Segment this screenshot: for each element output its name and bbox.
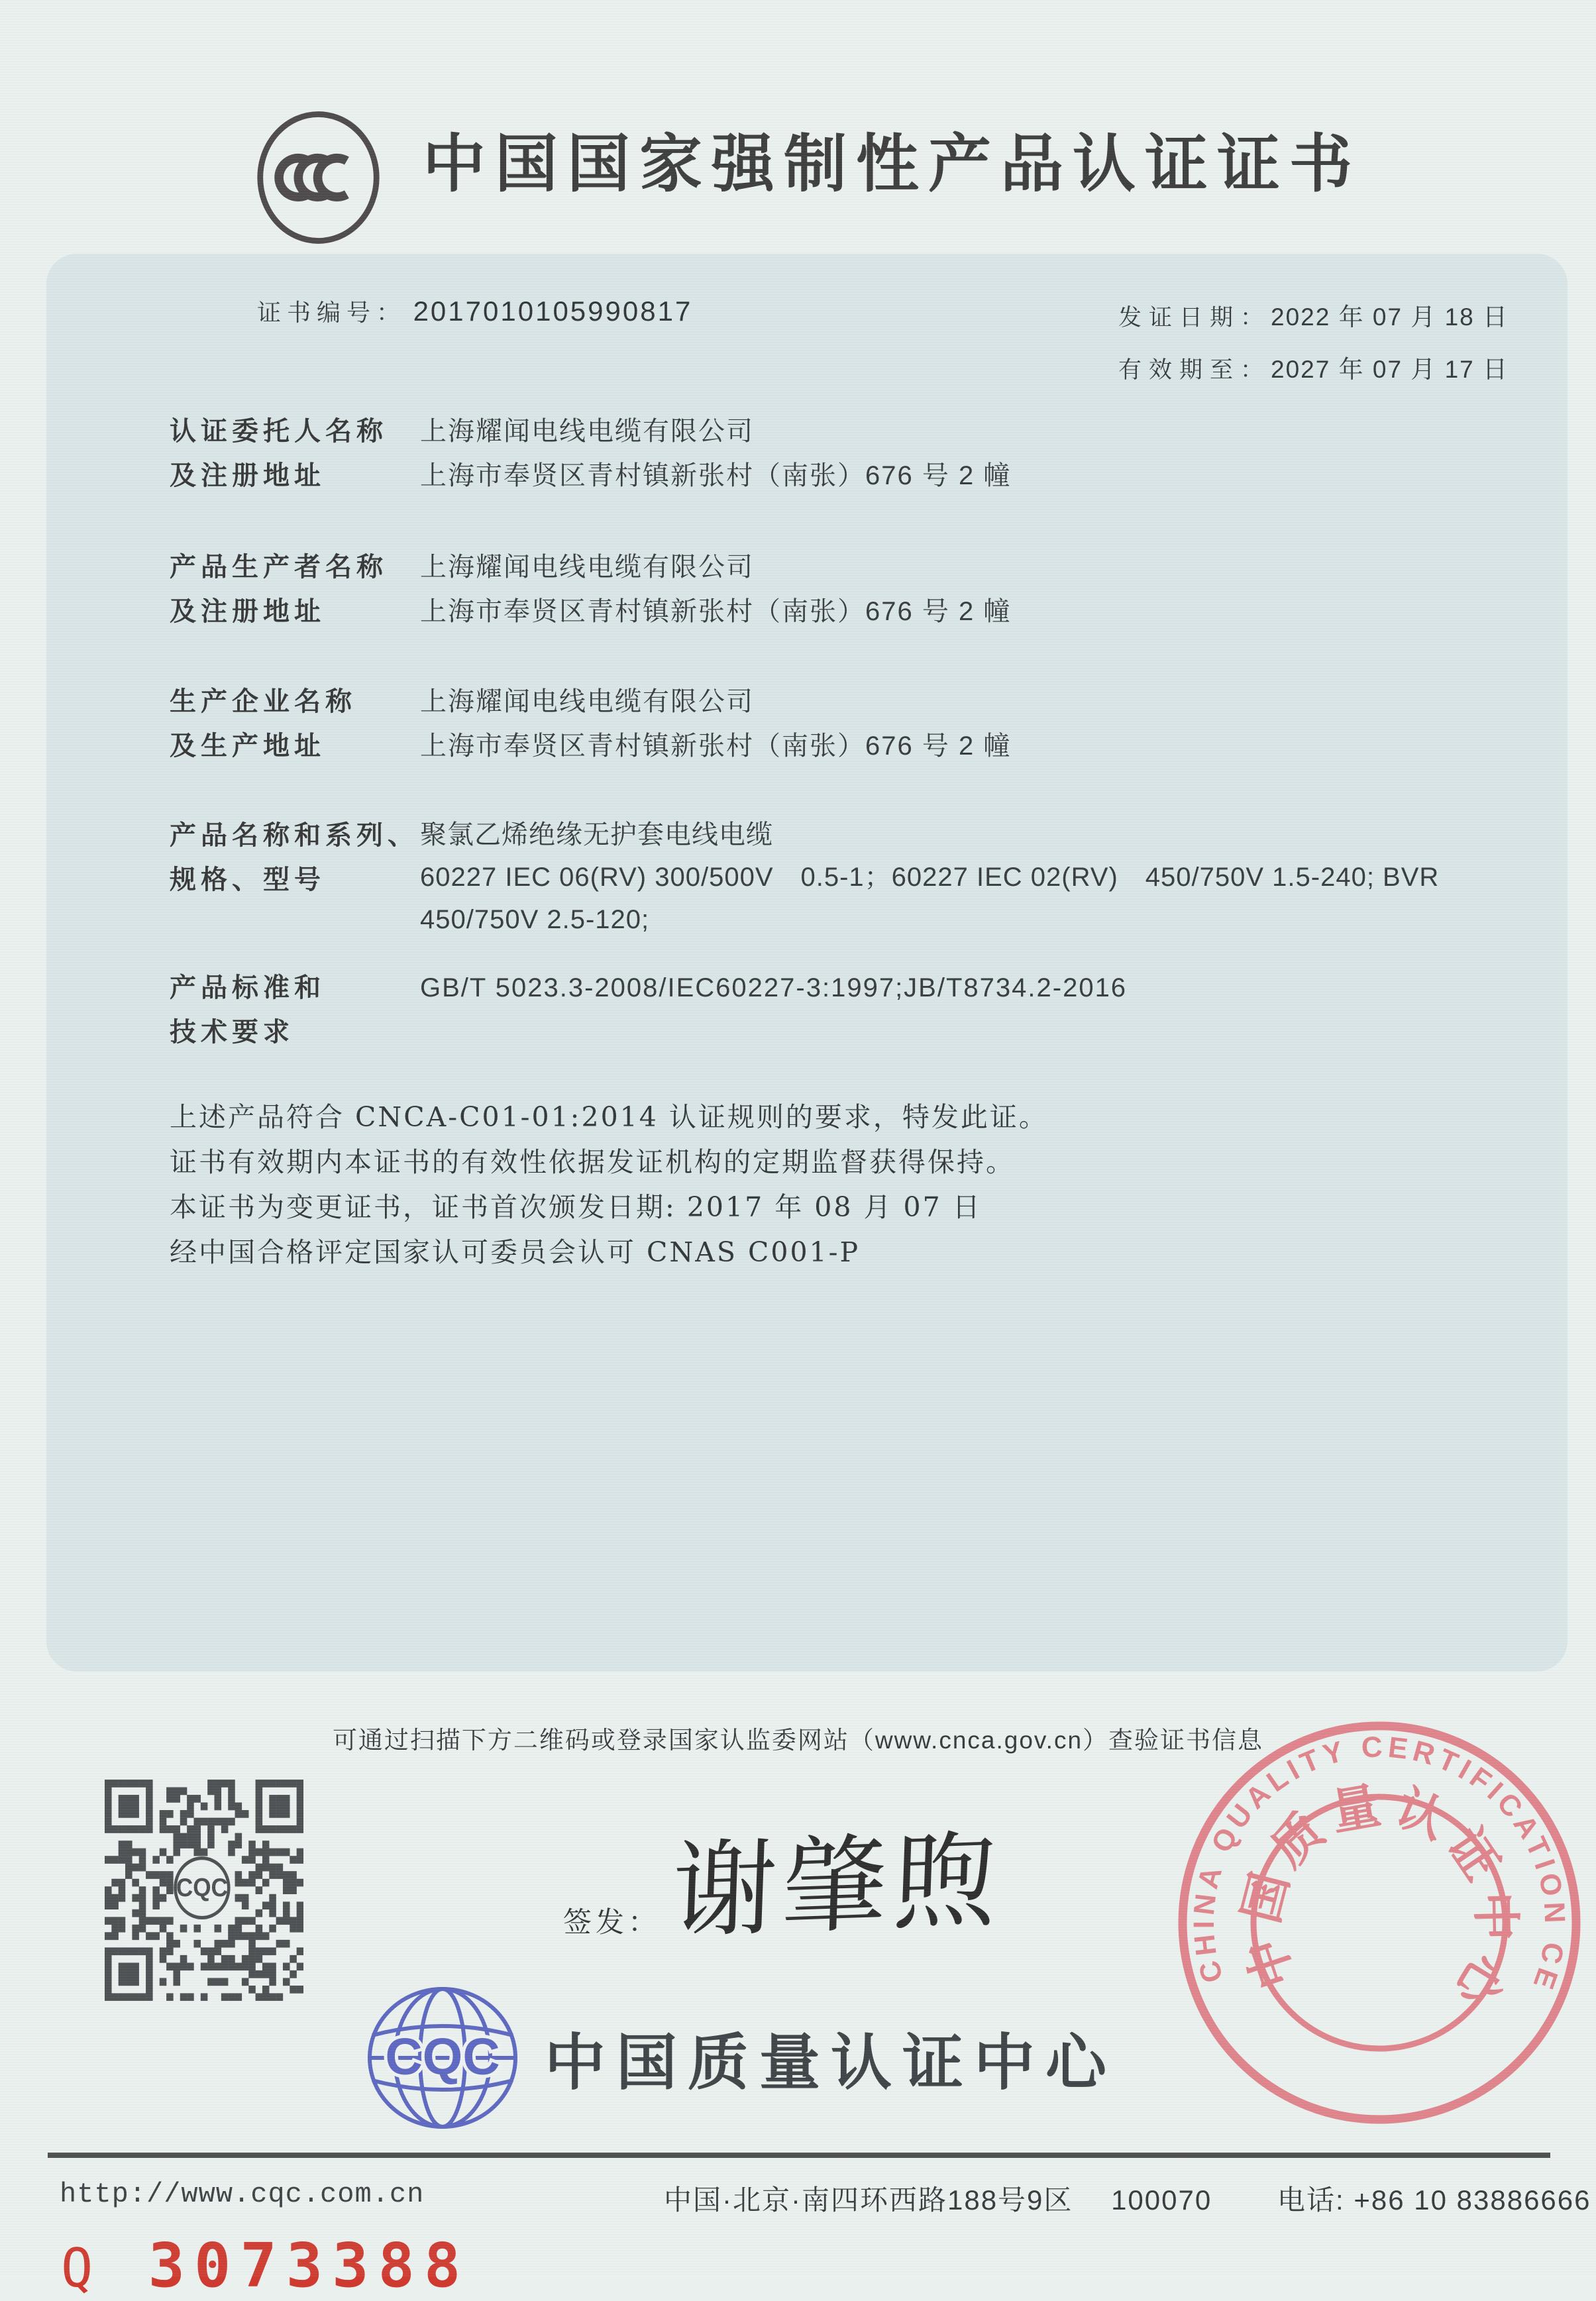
footer-address: 中国·北京·南四环西路188号9区 100070 <box>664 2184 1212 2216</box>
field-value: 上海耀闻电线电缆有限公司 <box>420 553 754 582</box>
footer-phone: 电话: +86 10 83886666 <box>1277 2184 1591 2216</box>
field-value: 上海市奉贤区青村镇新张村（南张）676 号 2 幢 <box>420 597 1012 626</box>
statement-paragraphs <box>170 1095 1362 1275</box>
field-value: 上海耀闻电线电缆有限公司 <box>420 417 754 446</box>
field-label: 技术要求 <box>170 1018 294 1047</box>
field-applicant <box>170 409 1556 498</box>
field-label: 认证委托人名称 <box>170 417 388 446</box>
field-value: 上海市奉贤区青村镇新张村（南张）676 号 2 幢 <box>420 461 1012 490</box>
cqc-logo-icon <box>363 1983 522 2136</box>
field-label: 产品名称和系列、 <box>170 821 419 850</box>
ccc-logo-icon <box>254 108 383 250</box>
serial-number <box>61 2230 470 2301</box>
field-label: 规格、型号 <box>170 865 325 894</box>
statement-line: 本证书为变更证书，证书首次颁发日期: 2017 年 08 月 07 日 <box>170 1191 982 1223</box>
sign-label: 签发： <box>563 1906 661 1939</box>
valid-until-label: 有效期至： <box>1118 357 1271 384</box>
field-value: 60227 IEC 06(RV) 300/500V 0.5-1；60227 IEC 02(RV) 450/750V 1.5-240; BVR 450/750V 2.5-120; <box>420 863 1467 934</box>
dates-block <box>1118 292 1509 396</box>
statement-line: 上述产品符合 CNCA-C01-01:2014 认证规则的要求，特发此证。 <box>170 1101 1048 1133</box>
field-label: 产品生产者名称 <box>170 553 388 582</box>
issue-date-label: 发证日期： <box>1118 305 1271 331</box>
field-product-name-models <box>170 814 1556 941</box>
valid-until-value: 2027 年 07 月 17 日 <box>1271 356 1509 383</box>
svg-text:CQC: CQC <box>176 1872 228 1902</box>
certificate-number-row <box>257 294 692 328</box>
field-label: 及生产地址 <box>170 731 325 761</box>
cqc-logo-text: CQC <box>385 2027 500 2086</box>
field-standards <box>170 966 1556 1055</box>
verification-note: 可通过扫描下方二维码或登录国家认监委网站（www.cnca.gov.cn）查验证书信息 <box>332 1727 1264 1754</box>
footer-website: http://www.cqc.com.cn <box>60 2178 425 2210</box>
field-label: 及注册地址 <box>170 461 325 490</box>
field-value: 上海耀闻电线电缆有限公司 <box>420 687 754 716</box>
valid-until-row <box>1118 344 1509 396</box>
issue-date-value: 2022 年 07 月 18 日 <box>1271 303 1509 331</box>
field-value: 聚氯乙烯绝缘无护套电线电缆 <box>420 820 773 849</box>
certificate-number-label: 证书编号： <box>257 299 407 327</box>
certificate-number-value: 2017010105990817 <box>413 295 693 327</box>
certificate-title: 中国国家强制性产品认证证书 <box>423 129 1362 199</box>
issuer-signature: 谢肇煦 <box>670 1819 1004 1953</box>
qr-code <box>105 1780 303 2004</box>
field-value: GB/T 5023.3-2008/IEC60227-3:1997;JB/T8734.2-2016 <box>420 973 1128 1002</box>
issue-date-row <box>1118 292 1509 344</box>
serial-digits: 3073388 <box>148 2230 470 2301</box>
field-label: 产品标准和 <box>170 973 325 1002</box>
statement-line: 经中国合格评定国家认可委员会认可 CNAS C001-P <box>170 1236 861 1268</box>
field-label: 及注册地址 <box>170 597 325 626</box>
footer-rule <box>48 2153 1550 2158</box>
serial-prefix: Q <box>61 2237 103 2299</box>
stamp-ring-text: CHINA QUALITY CERTIFICATION CENTRE <box>1187 1731 1571 1998</box>
svg-text:中国质量认证中心 <box>1233 1776 1524 2023</box>
issuer-stamp <box>1167 1711 1591 2138</box>
field-producer <box>170 545 1556 634</box>
stamp-inner-text: 中国质量认证中心 <box>1233 1776 1524 2023</box>
field-value: 上海市奉贤区青村镇新张村（南张）676 号 2 幢 <box>420 731 1012 761</box>
statement-line: 证书有效期内本证书的有效性依据发证机构的定期监督获得保持。 <box>170 1146 1015 1178</box>
field-manufacturer <box>170 680 1556 769</box>
issuer-name: 中国质量认证中心 <box>545 2029 1118 2097</box>
field-label: 生产企业名称 <box>170 687 356 716</box>
